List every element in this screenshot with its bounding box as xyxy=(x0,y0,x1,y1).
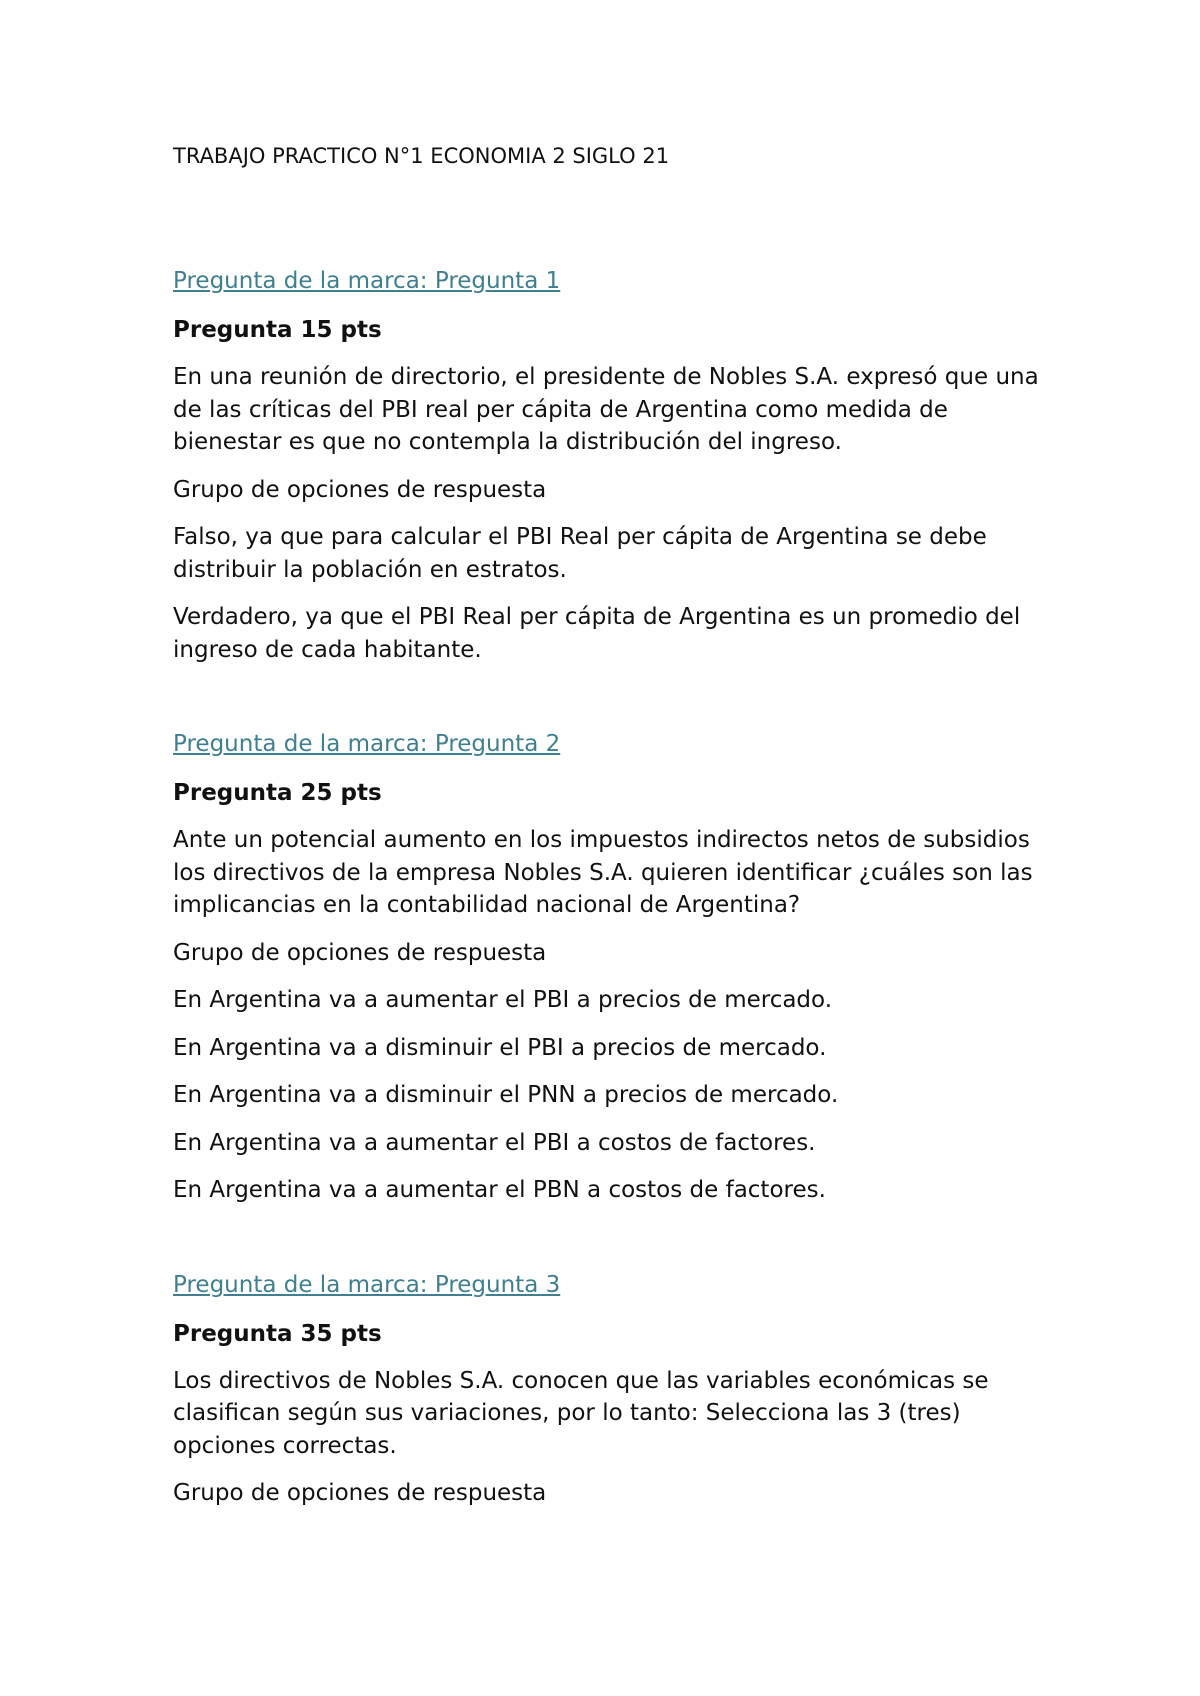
document-page xyxy=(173,140,1053,1510)
question-2-heading: Pregunta 25 pts xyxy=(173,780,382,806)
question-2 xyxy=(173,728,1053,1207)
question-1-option-2[interactable]: Verdadero, ya que el PBI Real per cápita de Argentina es un promedio del ingreso de cada habitante. xyxy=(173,604,1021,663)
question-2-option-4[interactable]: En Argentina va a aumentar el PBI a costos de factores. xyxy=(173,1129,816,1156)
question-2-link[interactable]: Pregunta de la marca: Pregunta 2 xyxy=(173,731,561,757)
question-1-option-1[interactable]: Falso, ya que para calcular el PBI Real per cápita de Argentina se debe distribuir la población en estratos. xyxy=(173,524,987,583)
question-3-text: Los directivos de Nobles S.A. conocen que las variables económicas se clasifican según sus variaciones, por lo tanto: Selecciona las 3 (tres) opciones correctas. xyxy=(173,1367,989,1459)
question-3-group-label: Grupo de opciones de respuesta xyxy=(173,1480,547,1506)
question-3 xyxy=(173,1269,1053,1510)
question-2-group-label: Grupo de opciones de respuesta xyxy=(173,939,547,966)
question-1 xyxy=(173,265,1053,666)
question-3-heading: Pregunta 35 pts xyxy=(173,1320,382,1347)
question-1-link[interactable]: Pregunta de la marca: Pregunta 1 xyxy=(173,268,561,294)
question-2-option-1[interactable]: En Argentina va a aumentar el PBI a precios de mercado. xyxy=(173,987,833,1013)
question-2-text: Ante un potencial aumento en los impuestos indirectos netos de subsidios los directivos de la empresa Nobles S.A. quieren identificar ¿cuáles son las implicancias en la contabilidad nacional de Argentina? xyxy=(173,827,1033,918)
question-2-option-2[interactable]: En Argentina va a disminuir el PBI a precios de mercado. xyxy=(173,1034,827,1061)
question-3-link[interactable]: Pregunta de la marca: Pregunta 3 xyxy=(173,1271,561,1298)
question-1-heading: Pregunta 15 pts xyxy=(173,317,382,343)
question-2-option-5[interactable]: En Argentina va a aumentar el PBN a costos de factores. xyxy=(173,1177,826,1203)
question-1-text: En una reunión de directorio, el presidente de Nobles S.A. expresó que una de las críticas del PBI real per cápita de Argentina como medida de bienestar es que no contempla la distribución del ingreso. xyxy=(173,364,1039,455)
question-2-option-3[interactable]: En Argentina va a disminuir el PNN a precios de mercado. xyxy=(173,1082,839,1108)
question-1-group-label: Grupo de opciones de respuesta xyxy=(173,476,547,503)
document-title: TRABAJO PRACTICO N°1 ECONOMIA 2 SIGLO 21 xyxy=(173,144,670,168)
